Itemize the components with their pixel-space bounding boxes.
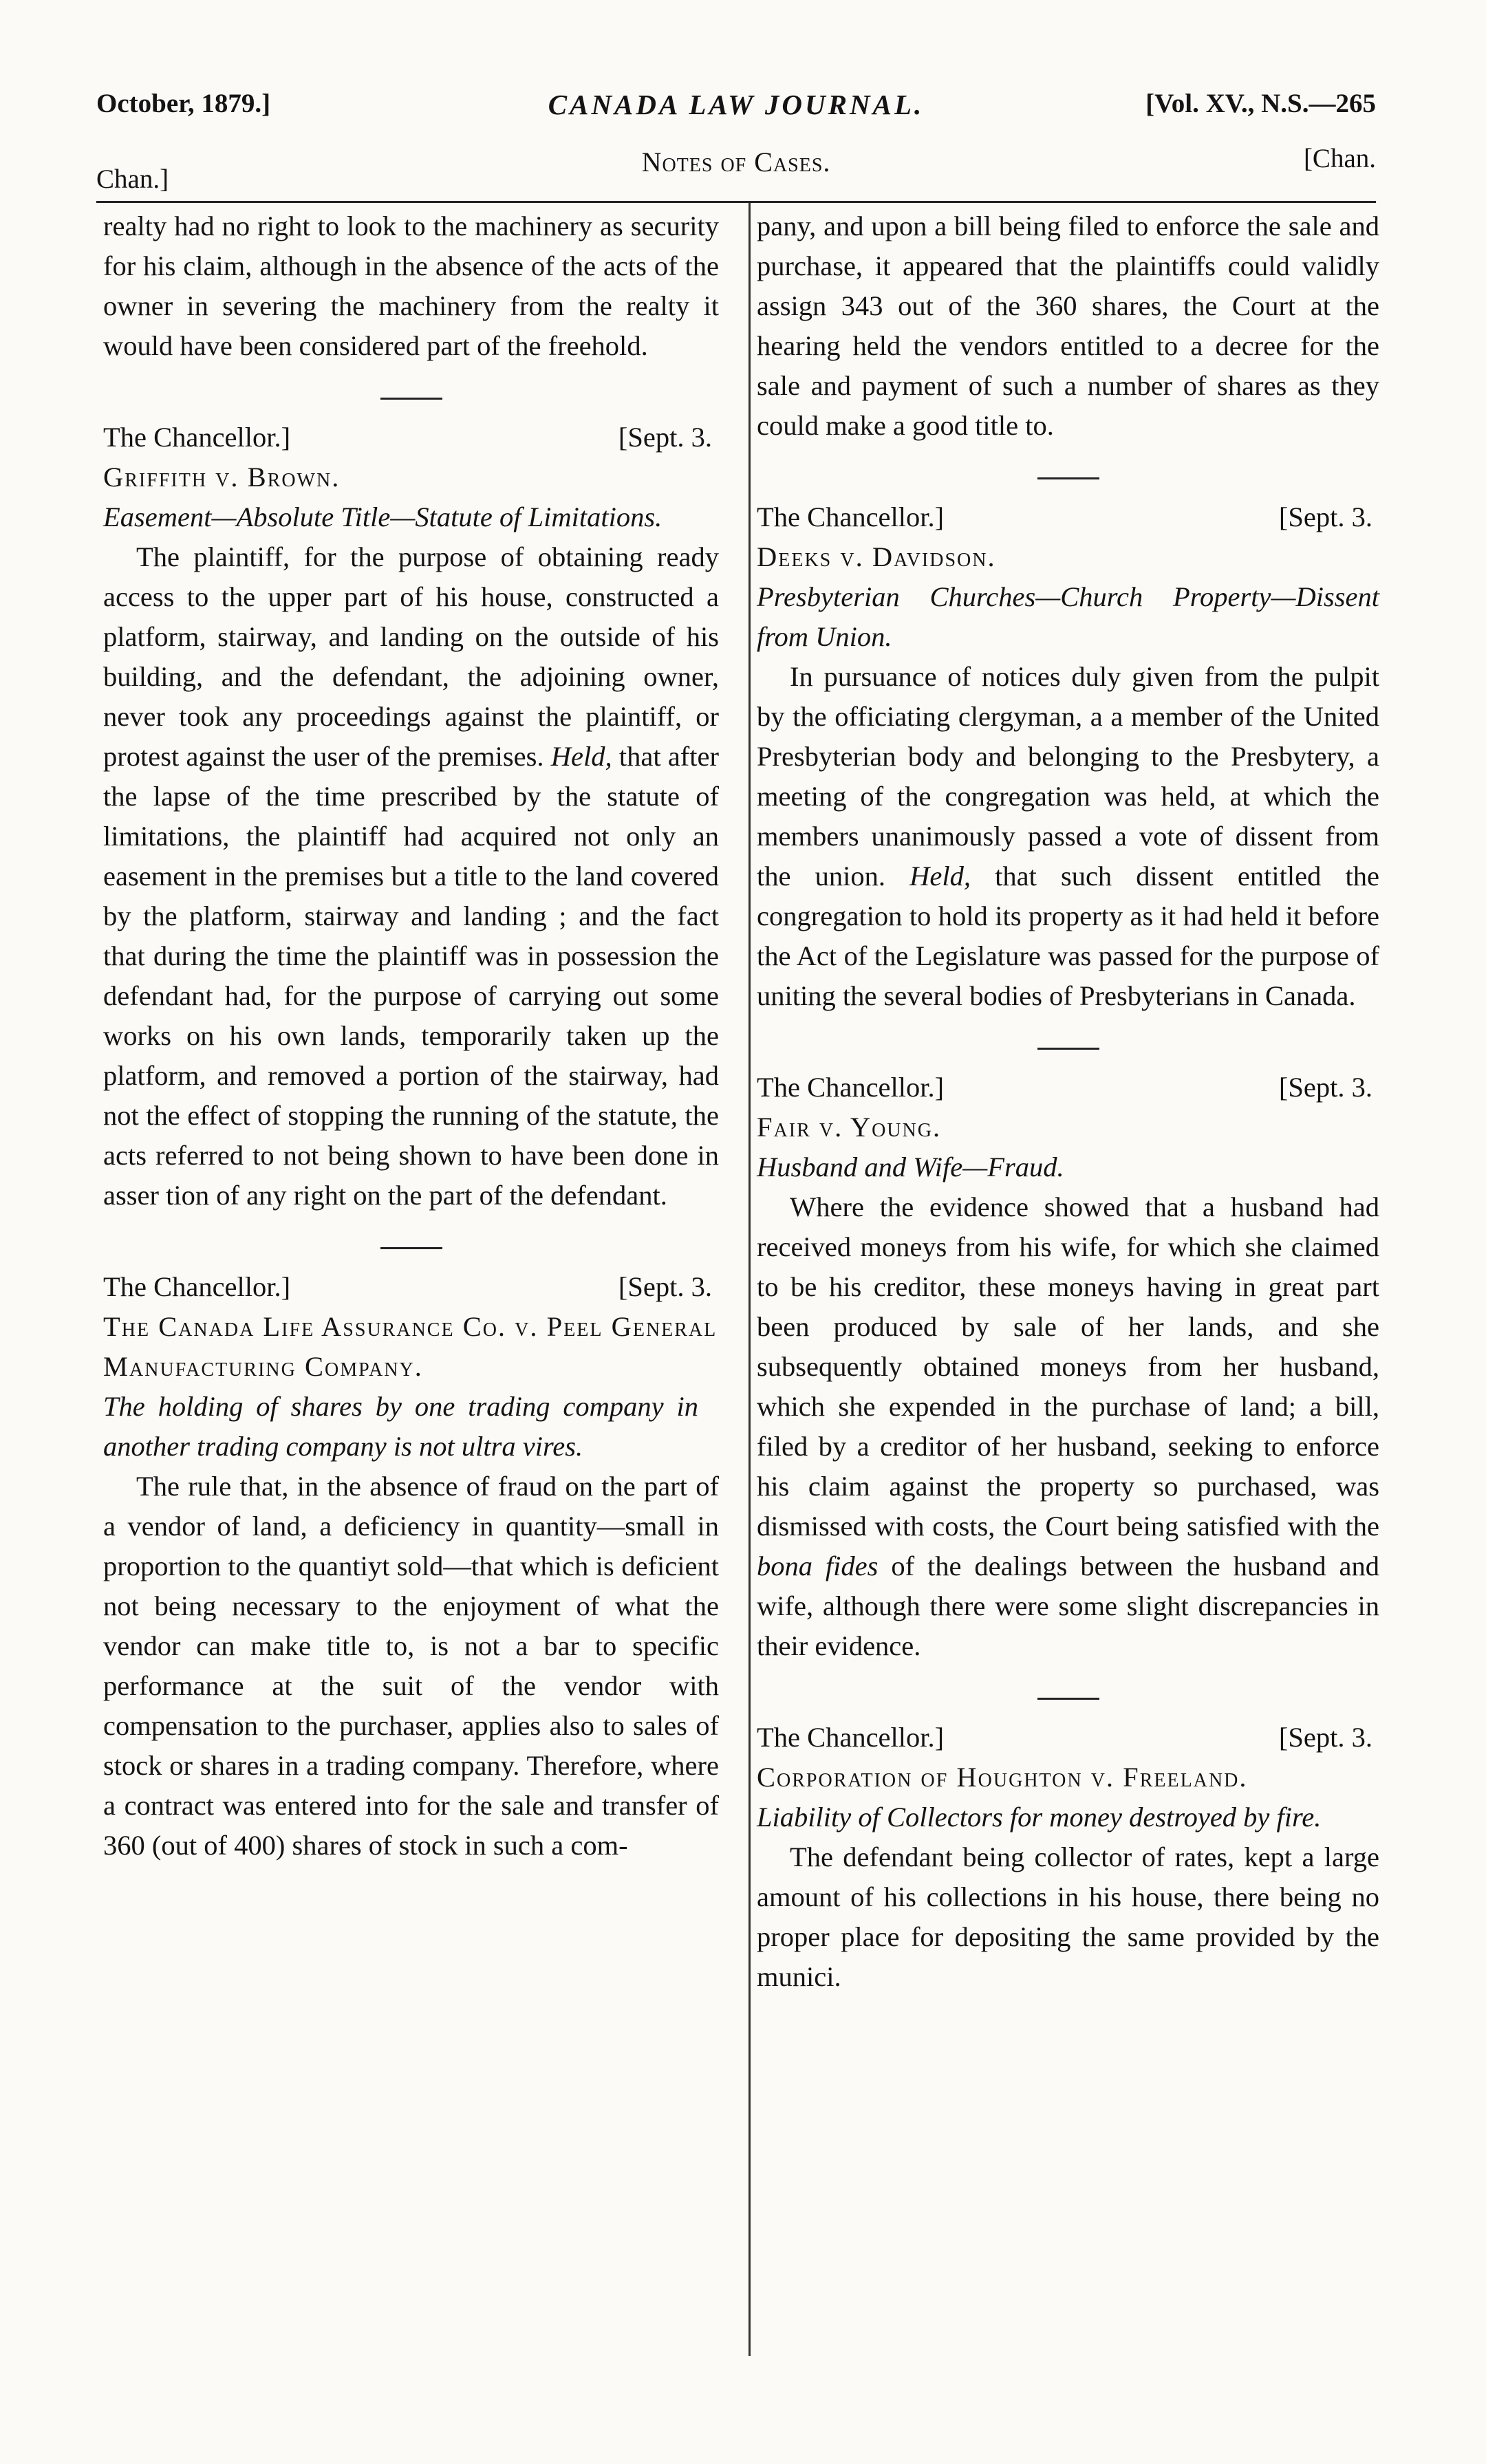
case-body: The rule that, in the absence of fraud on the part of a vendor of land, a deficiency in quantity—small in proportion to the quantiyt sold—that which is deficient not being necessary to the enjoyment of what the vendor can make title to, is not a bar to specific performance at the suit of the vendor with compensation to the purchaser, applies also to sales of stock or shares in a trading company. Therefore, where a contract was entered into for the sale and transfer of 360 (out of 400) shares of stock in such a com- — [103, 1471, 719, 1861]
case-title: Deeks v. Davidson. — [757, 541, 996, 572]
continuation-text: pany, and upon a bill being filed to enforce the sale and purchase, it appeared that the plaintiffs could validly assign 343 out of the 360 shares, the Court at the hearing held the vendors entitled to a decree for the sale and payment of such a number of shares as they could make a good title to. — [757, 210, 1379, 441]
case-subject: Presbyterian Churches—Church Property—Dissent from Union. — [757, 581, 1379, 652]
left-column — [103, 206, 719, 1866]
case-divider — [1037, 1698, 1099, 1700]
case-divider — [380, 398, 442, 400]
case-title: Fair v. Young. — [757, 1112, 942, 1143]
case-body-b: that such dissent entitled the congregation to hold its property as it had held it before the Act of the Legislature was passed for the purpose of uniting the several bodies of Presbyterians in Canada. — [757, 861, 1379, 1011]
header-rule — [96, 201, 1376, 203]
case-subject: Liability of Collectors for money destroyed by fire. — [757, 1802, 1322, 1833]
case-divider — [1037, 477, 1099, 479]
case-body — [103, 537, 719, 1215]
held-label: Held, — [909, 861, 971, 891]
case-body: The defendant being collector of rates, kept a large amount of his collections in his house, there being no proper place for depositing the same provided by the munici. — [757, 1841, 1379, 1992]
section-header — [96, 143, 1376, 194]
case-body-a: The plaintiff, for the purpose of obtaining ready access to the upper part of his house, constructed a platform, stairway, and landing on the outside of his building, and the defendant, the adjoining owner, never took any proceedings against the plaintiff, or protest against the user of the premises. — [103, 541, 719, 772]
case-date: [Sept. 3. — [1278, 1722, 1372, 1753]
case-date: [Sept. 3. — [1278, 501, 1372, 532]
continuation-text: realty had no right to look to the machinery as security for his claim, although in the absence of the acts of the owner in severing the machinery from the realty it would have been considered part of the freehold. — [103, 210, 719, 361]
section-title: Notes of Cases. — [641, 147, 831, 177]
case-body — [757, 657, 1379, 1016]
running-header — [96, 88, 1376, 129]
right-column — [757, 206, 1379, 1997]
case-date: [Sept. 3. — [618, 422, 712, 453]
case-body-a: In pursuance of notices duly given from the pulpit by the officiating clergyman, a a member of the United Presbyterian body and belonging to the Presbytery, a meeting of the congregation was held, at which the members unanimously passed a vote of dissent from the union. — [757, 661, 1379, 891]
judge-name: The Chancellor.] — [103, 422, 291, 453]
case-judge-line — [757, 497, 1379, 537]
case-date: [Sept. 3. — [618, 1271, 712, 1302]
case-subject: Easement—Absolute Title—Statute of Limitations. — [103, 501, 663, 532]
held-label: Held, — [550, 741, 612, 772]
judge-name: The Chancellor.] — [757, 1072, 945, 1103]
judge-name: The Chancellor.] — [757, 1722, 945, 1753]
column-divider — [749, 203, 751, 2356]
case-body-a: Where the evidence showed that a husband had received moneys from his wife, for which she claimed to be his creditor, these moneys having in great part been produced by sale of her lands, and she subsequently obtained moneys from her husband, which she expended in the purchase of land; a bill, filed by a creditor of her husband, seeking to enforce his claim against the property so purchased, was dismissed with costs, the Court being satisfied with the — [757, 1191, 1379, 1542]
case-divider — [380, 1247, 442, 1249]
case-judge-line — [103, 418, 719, 457]
case-body — [757, 1187, 1379, 1666]
judge-name: The Chancellor.] — [757, 501, 945, 532]
case-divider — [1037, 1048, 1099, 1050]
case-subject: Husband and Wife—Fraud. — [757, 1152, 1064, 1182]
case-title: The Canada Life Assurance Co. v. Peel General Manufacturing Company. — [103, 1311, 718, 1382]
header-date: October, 1879.] — [96, 89, 271, 118]
court-right: [Chan. — [1303, 144, 1376, 173]
case-title: Corporation of Houghton v. Freeland. — [757, 1762, 1248, 1793]
case-judge-line — [757, 1068, 1379, 1107]
case-judge-line — [103, 1267, 719, 1307]
court-left: Chan.] — [96, 164, 169, 194]
volume-page: [Vol. XV., N.S.—265 — [1145, 89, 1376, 118]
case-judge-line — [757, 1718, 1379, 1758]
case-body-b: of the dealings between the husband and wife, although there were some slight discrepancies in their evidence. — [757, 1550, 1379, 1661]
case-title: Griffith v. Brown. — [103, 462, 341, 493]
case-subject: The holding of shares by one trading company in another trading company is not ultra vires. — [103, 1391, 698, 1462]
judge-name: The Chancellor.] — [103, 1271, 291, 1302]
case-date: [Sept. 3. — [1278, 1072, 1372, 1103]
case-body-b: that after the lapse of the time prescribed by the statute of limitations, the plaintiff had acquired not only an easement in the premises but a title to the land covered by the platform, stairway and landing ; and the fact that during the time the plaintiff was in possession the defendant had, for the purpose of carrying out some works on his own lands, temporarily taken up the platform, and removed a portion of the stairway, had not the effect of stopping the running of the statute, the acts referred to not being shown to have been done in asser tion of any right on the part of the defendant. — [103, 741, 720, 1211]
journal-title: CANADA LAW JOURNAL. — [548, 89, 925, 120]
bona-fides-term: bona fides — [757, 1550, 879, 1581]
